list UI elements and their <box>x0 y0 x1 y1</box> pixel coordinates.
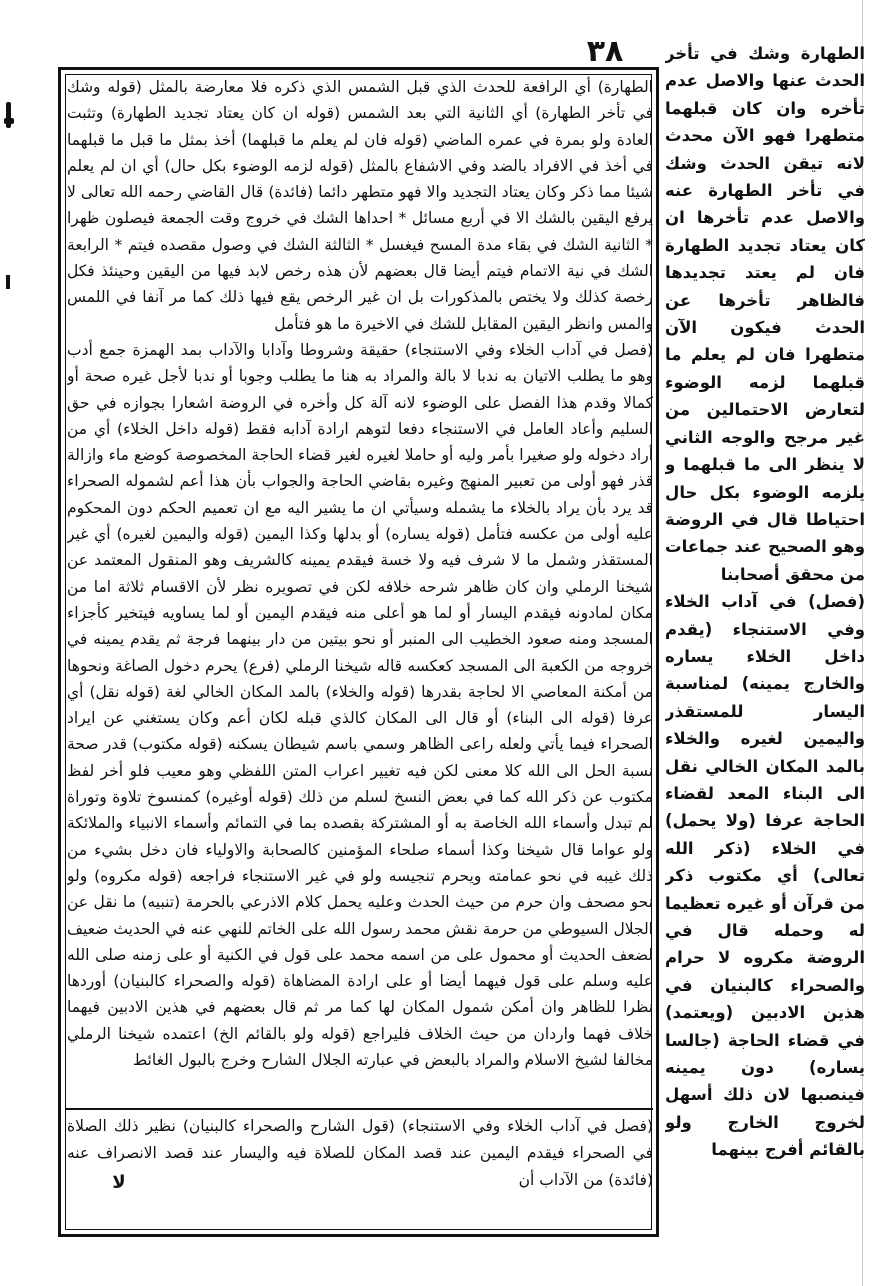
margin-ink-mark <box>6 102 11 128</box>
marginal-paragraph: الطهارة وشك في تأخر الحدث عنها والاصل عدم تأخره وان كان قبلهما متطهرا فهو الآن محدث لانه تيقن الحدث وشك في تأخر الطهارة عنه والاصل عدم تأخرها ان كان يعتاد تجديد الطهارة فان لم يعتد تجديدها فالظاهر تأخرها عن الحدث فيكون الآن متطهرا فان لم يعلم ما قبلهما لزمه الوضوء لتعارض الاحتمالين من غير مرجح والوجه الثاني لا ينظر الى ما قبلهما و يلزمه الوضوء بكل حال احتياطا قال في الروضة وهو الصحيح عند جماعات من محقق أصحابنا <box>665 44 865 584</box>
margin-ink-mark <box>4 118 14 124</box>
marginal-base-text <box>665 40 865 1245</box>
marginal-paragraph: (فصل) في آداب الخلاء وفي الاستنجاء (يقدم داخل الخلاء يساره والخارج يمينه) لمناسبة اليسار للمستقذر واليمين لغيره والخلاء بالمد المكان الخالي نقل الى البناء المعد لقضاء الحاجة عرفا (ولا يحمل) في الخلاء (ذكر الله تعالى) أي مكتوب ذكر من قرآن أو غيره تعظيما له وحمله قال في الروضة مكروه لا حرام والصحراء كالبنيان في هذين الادبين (ويعتمد) في قضاء الحاجة (جالسا يساره) دون يمينه فينصبها لان ذلك أسهل لخروج الخارج ولو بالقائم أفرج بينهما <box>665 592 865 1160</box>
main-commentary <box>67 74 653 1102</box>
footnote-paragraph: (فصل في آداب الخلاء وفي الاستنجاء) (قول الشارح والصحراء كالبنيان) نظير ذلك الصلاة في الصحراء فيقدم اليمين عند قصد المكان للصلاة فيه واليسار عند قصد الانصراف عنه (فائدة) من الآداب أن <box>67 1117 653 1189</box>
commentary-paragraph: (فصل في آداب الخلاء وفي الاستنجاء) حقيقة وشروطا وآدابا والآداب بمد الهمزة جمع أدب وهو ما يطلب الاتيان به ندبا لا بالة والمراد به هنا ما يطلب وجوبا أو ندبا لأجل غيره صحة أو كمالا وقدم هذا الفصل على الوضوء لانه آلة كل وأخره في الروضة اشعارا بجوازه في حق السليم وأعاد العامل في الاستنجاء دفعا لتوهم ارادة آدابه فقط (قوله داخل الخلاء) أي من أراد دخوله ولو صغيرا بأمر وليه أو حاملا لغيره لغير قضاء الحاجة المخصوصة كوضع ماء وازالة قذر فهو أولى من تعبير المنهج وغيره بقاضي الحاجة والجواب بأن هذا أعم لشموله الصحراء قد يرد بأن يراد بالخلاء ما يشمله وسيأتي ان ما يشير اليه مع ان تعميم الحكم دون المحكوم عليه أولى من عكسه فتأمل (قوله يساره) أو بدلها وكذا اليمين (قوله واليمين لغيره) أي غير المستقذر وشمل ما لا شرف فيه ولا خسة فيقدم يمينه كالشريف وهو المنقول المعتمد عن شيخنا الرملي وان كان ظاهر شرحه خلافه لكن في تصويره نظر لأن الاقسام ثلاثة اما من مكان لمادونه فيقدم اليسار أو لما هو أعلى منه فيقدم اليمين أو لما يساويه فيتخير كأجزاء المسجد ومنه صعود الخطيب الى المنبر أو نحو بيتين من دار بينهما فرجة ثم يقدم يمينه في خروجه من الكعبة الى المسجد كعكسه قاله شيخنا الرملي (فرع) يحرم دخول الصاغة ونحوها من أمكنة المعاصي الا لحاجة بقدرها (قوله والخلاء) بالمد المكان الخالي لغة (قوله نقل) أي عرفا (قوله الى البناء) أو قال الى المكان كالذي قبله لكان أعم وكان يستغني عن ايراد الصحراء فيما يأتي ولعله راعى الظاهر وسمي باسم شيطان يسكنه (قوله مكتوب) قدر صحة نسبة الحل الى الله كلا معنى لكن فيه تغيير اعراب المتن اللفظي وهو معيب فلو أخر لفظ مكتوب عن ذكر الله كما في بعض النسخ لسلم من ذلك (قوله أوغيره) كمنسوخ تلاوة وتوراة لم تبدل وأسماء الله الخاصة به أو المشتركة بقصده بما في التمائم وأسماء الانبياء والملائكة ولو عواما قال شيخنا وكذا أسماء صلحاء المؤمنين كالصحابة والاولياء فان دخل بشيء من ذلك غيبه في نحو عمامته ويحرم تنجيسه ولو في غير الاستنجاء فراجعه (قوله مكروه) ولو نحو مصحف وان حرم من حيث الحدث وعليه يحمل كلام الاذرعي بالحرمة (تنبيه) ما نقل عن الجلال السيوطي من حرمة نقش محمد رسول الله على الخاتم للنهي عنه في الحديث ضعيف لضعف الحديث أو محمول على من اسمه محمد على قول في الكنية أو على زمنه صلى الله عليه وسلم على قول فيهما أيضا أو على ارادة المضاهاة (قوله والصحراء كالبنيان) أوردها نظرا للظاهر وان أمكن شمول المكان لها كما مر ثم قال بعضهم في هذين الادبين فيهما خلاف فهما واردان من حيث الخلاف فليراجع (قوله ولو بالقائم الخ) اعتمده شيخنا الرملي مخالفا لشيخ الاسلام والمراد بالبعض في عبارته الجلال الشارح وخرج بالبول الغائط <box>67 340 653 1069</box>
page-number: ٣٨ <box>586 34 624 69</box>
footnote-block <box>67 1113 653 1231</box>
page-signature: لا <box>112 1172 126 1193</box>
commentary-paragraph: الطهارة) أي الرافعة للحدث الذي قبل الشمس الذي ذكره فلا معارضة بالمثل (قوله وشك في تأخر الطهارة) أي الثانية التي بعد الشمس (قوله ان كان يعتاد تجديد الطهارة) وتثبت العادة ولو بمرة في عمره الماضي (قوله فان لم يعلم ما قبلهما) أخذ بمثل ما قبل ما قبلهما في أخذ في الافراد بالضد وفي الاشفاع بالمثل (قوله لزمه الوضوء بكل حال) أي ان لم يعلم شيئا مما ذكر وكان يعتاد التجديد والا فهو متطهر دائما (فائدة) قال القاضي رحمه الله تعالى لا يرفع اليقين بالشك الا في أربع مسائل * احداها الشك في خروج وقت الجمعة فيصلون ظهرا * الثانية الشك في بقاء مدة المسح فيغسل * الثالثة الشك في وصول مقصده فيتم * الرابعة الشك في نية الاتمام فيتم أيضا قال بعضهم لأن هذه رخص لابد فيها من اليقين وحينئذ فكل رخصة كذلك ولا يختص بالمذكورات بل ان غير الرخص يقع فيها ذلك كما مر آنفا في اللمس والمس وانظر اليقين المقابل للشك في الاخيرة ما هو فتأمل <box>67 78 653 333</box>
footnote-separator <box>66 1108 653 1110</box>
margin-ink-mark <box>6 275 10 289</box>
